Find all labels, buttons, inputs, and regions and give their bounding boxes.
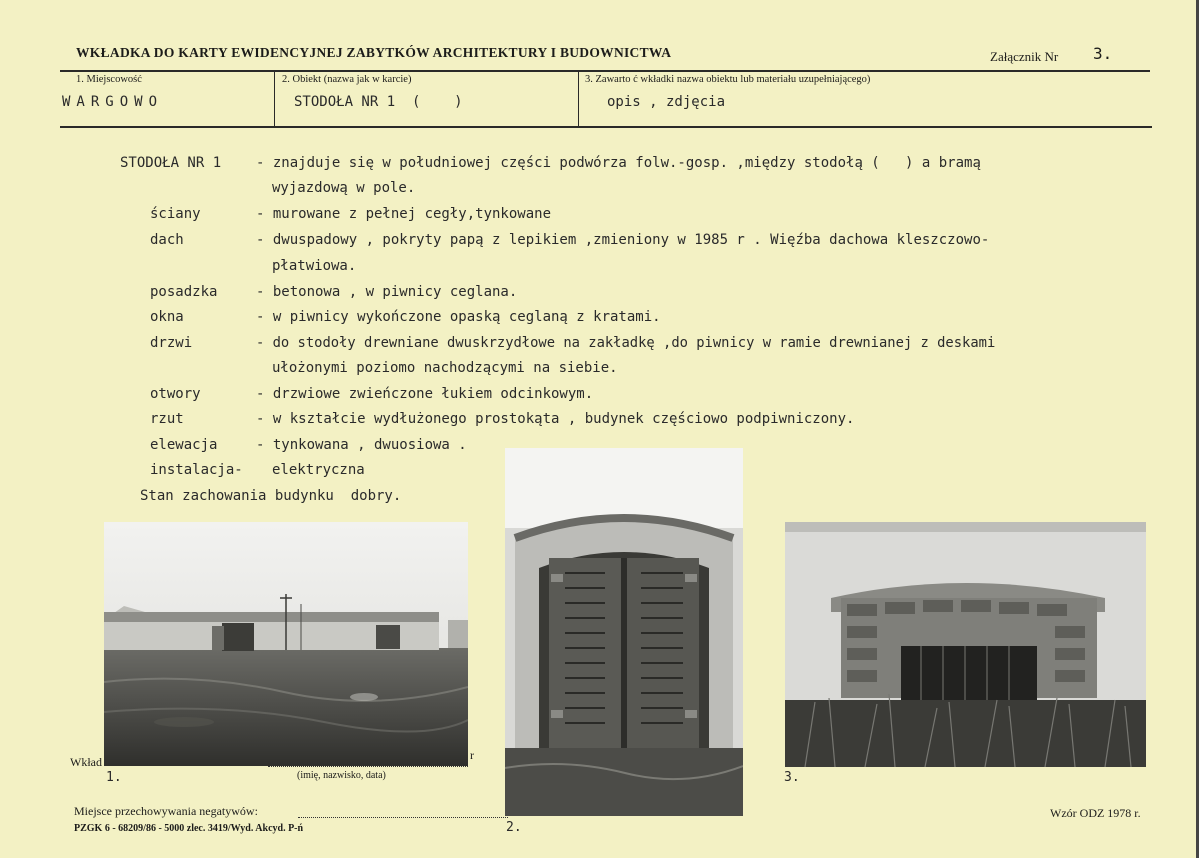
form-title: WKŁADKA DO KARTY EWIDENCYJNEJ ZABYTKÓW ARCHITEKTURY I BUDOWNICTWA <box>76 45 672 60</box>
term-floor: posadzka <box>150 284 218 300</box>
negatives-label: Miejsce przechowywania negatywów: <box>74 804 258 818</box>
annex-label: Załącznik Nr <box>990 49 1059 64</box>
term-roof: dach <box>150 232 184 248</box>
desc-floor: - betonowa , w piwnicy ceglana. <box>256 284 518 300</box>
field-divider-2 <box>578 72 579 126</box>
desc-installation: elektryczna <box>272 462 365 478</box>
term-elevation: elewacja <box>150 437 218 453</box>
desc-doors-2: ułożonymi poziomo nachodzącymi na siebie. <box>272 360 618 376</box>
photo-1-barn-view <box>104 522 468 766</box>
form-reference: Wzór ODZ 1978 r. <box>1050 806 1141 820</box>
lead-term: STODOŁA NR 1 <box>120 155 222 171</box>
photo-3-number: 3. <box>784 770 800 785</box>
desc-doors-1: - do stodoły drewniane dwuskrzydłowe na zakładkę ,do piwnicy w ramie drewnianej z deskami <box>256 335 996 351</box>
wklad-label-partial: Wkład <box>70 755 102 769</box>
term-openings: otwory <box>150 386 201 402</box>
condition-statement: Stan zachowania budynku dobry. <box>140 488 402 504</box>
annex-number: 3. <box>1093 44 1113 63</box>
field-1-label: 1. Miejscowość <box>76 74 142 85</box>
lead-line-2: wyjazdową w pole. <box>272 180 416 196</box>
desc-roof-2: płatwiowa. <box>272 258 357 274</box>
photo-2-number: 2. <box>506 820 522 835</box>
desc-roof-1: - dwuspadowy , pokryty papą z lepikiem ,zmieniony w 1985 r . Więźba dachowa kleszczowo- <box>256 232 990 248</box>
photo-2-door <box>505 448 743 816</box>
photo-3-basement-window <box>785 522 1146 767</box>
desc-windows: - w piwnicy wykończone opaską ceglaną z kratami. <box>256 309 661 325</box>
field-1-value: WARGOWO <box>62 94 164 110</box>
desc-openings: - drzwiowe zwieńczone łukiem odcinkowym. <box>256 386 594 402</box>
term-plan: rzut <box>150 411 184 427</box>
field-divider-1 <box>274 72 275 126</box>
field-2-value: STODOŁA NR 1 ( ) <box>294 94 463 110</box>
term-installation: instalacja- <box>150 462 243 478</box>
print-info: PZGK 6 - 68209/86 - 5000 zlec. 3419/Wyd. Akcyd. P-ń <box>74 823 304 834</box>
lead-line-1: - znajduje się w południowej części podwórza folw.-gosp. ,między stodołą ( ) a bramą <box>256 155 981 171</box>
field-3-value: opis , zdjęcia <box>607 94 726 110</box>
header-rule <box>60 70 1150 72</box>
term-doors: drzwi <box>150 335 193 351</box>
negatives-dotted-line <box>298 817 508 818</box>
term-walls: ściany <box>150 206 201 222</box>
field-3-label: 3. Zawarto ć wkładki nazwa obiektu lub materiału uzupełniającego) <box>585 74 871 85</box>
term-windows: okna <box>150 309 184 325</box>
field-2-label: 2. Obiekt (nazwa jak w karcie) <box>282 74 412 85</box>
desc-elevation: - tynkowana , dwuosiowa . <box>256 437 467 453</box>
desc-plan: - w kształcie wydłużonego prostokąta , budynek częściowo podpiwniczony. <box>256 411 855 427</box>
desc-walls: - murowane z pełnej cegły,tynkowane <box>256 206 552 222</box>
r-label-partial: r <box>470 748 474 762</box>
fields-rule <box>60 126 1152 128</box>
signature-caption: (imię, nazwisko, data) <box>297 770 386 781</box>
signature-dotted-line <box>268 766 468 767</box>
photo-1-number: 1. <box>106 770 122 785</box>
